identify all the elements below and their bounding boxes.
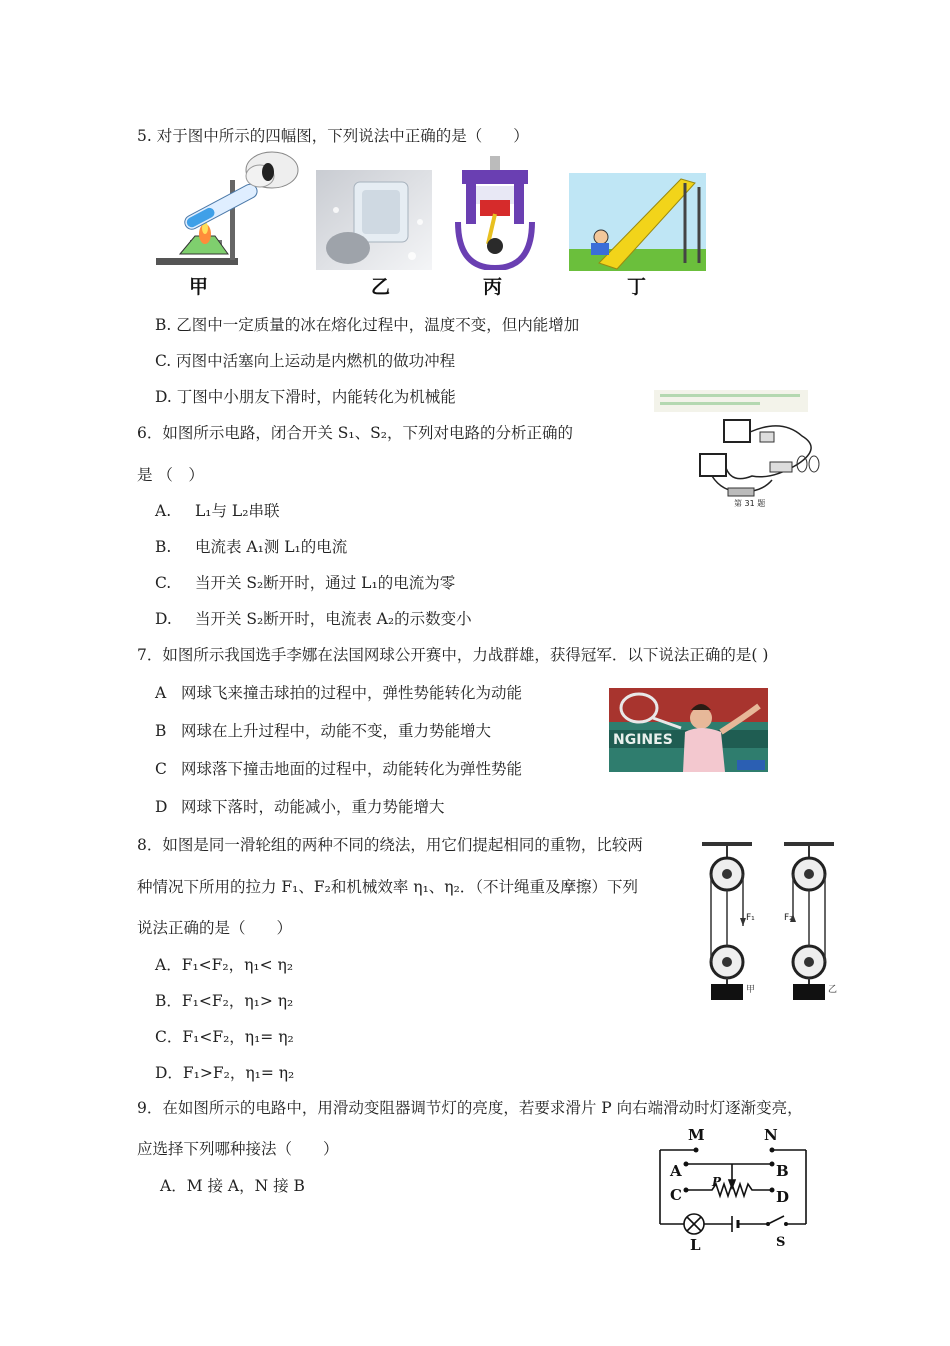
q8-label-yi: 乙	[828, 985, 838, 995]
q7-option-a-text: 网球飞来撞击球拍的过程中，弹性势能转化为动能	[181, 684, 523, 702]
q5-label-ding: 丁	[627, 276, 647, 298]
q7-option-d-label: D	[155, 798, 168, 816]
q9-label-a: A	[670, 1162, 682, 1180]
q8-option-b: B．F₁<F₂，η₁> η₂	[155, 992, 294, 1010]
q6-option-d-label: D.	[155, 610, 172, 628]
q9-circuit-diagram	[652, 1122, 820, 1254]
q8-stem-line3: 说法正确的是（ ）	[137, 919, 293, 937]
q6-option-a-text: L₁与 L₂串联	[195, 502, 280, 520]
q9-label-m: M	[688, 1126, 705, 1144]
q7-option-b-label: B	[155, 722, 167, 740]
q6-option-c	[155, 573, 455, 593]
q5-label-bing: 丙	[483, 276, 503, 298]
q9-label-l: L	[690, 1236, 701, 1254]
q9-label-c: C	[670, 1186, 682, 1204]
q5-option-c: C. 丙图中活塞向上运动是内燃机的做功冲程	[155, 352, 456, 370]
q8-pulley-figure	[700, 836, 842, 1002]
q8-label-jia: 甲	[746, 985, 756, 995]
q6-stem-line2: 是 （ ）	[137, 466, 204, 484]
q9-stem-line2: 应选择下列哪种接法（ ）	[137, 1140, 339, 1158]
q6-option-b	[155, 537, 347, 557]
q7-option-a-label: A	[155, 684, 167, 702]
q8-option-c: C．F₁<F₂，η₁= η₂	[155, 1028, 294, 1046]
q9-option-a: A．M 接 A，N 接 B	[160, 1177, 305, 1195]
q7-option-c-text: 网球落下撞击地面的过程中，动能转化为弹性势能	[181, 760, 523, 778]
q5-label-jia: 甲	[189, 276, 209, 298]
q6-option-d-text: 当开关 S₂断开时，电流表 A₂的示数变小	[195, 610, 472, 628]
q5-stem: 5. 对于图中所示的四幅图，下列说法中正确的是（ ）	[137, 127, 529, 145]
q7-option-a	[155, 683, 522, 703]
q9-label-n: N	[764, 1126, 778, 1144]
q5-figure-ding	[569, 173, 706, 271]
q8-label-f1: F₁	[746, 913, 755, 923]
q6-figure-caption: 第 31 题	[734, 499, 766, 508]
q8-stem-line1: 8．如图是同一滑轮组的两种不同的绕法，用它们提起相同的重物，比较两	[137, 836, 643, 854]
q8-label-f2: F₂	[784, 913, 793, 923]
q9-label-p: P	[712, 1175, 722, 1189]
q6-option-c-label: C.	[155, 574, 172, 592]
q5-option-b: B. 乙图中一定质量的冰在熔化过程中，温度不变，但内能增加	[155, 316, 580, 334]
q6-option-a	[155, 501, 279, 521]
q8-option-d: D．F₁>F₂，η₁= η₂	[155, 1064, 295, 1082]
q7-stem: 7．如图所示我国选手李娜在法国网球公开赛中，力战群雄，获得冠军．以下说法正确的是( )	[137, 646, 769, 664]
q7-option-d-text: 网球下落时，动能减小，重力势能增大	[181, 798, 445, 816]
q8-stem-line2: 种情况下所用的拉力 F₁、F₂和机械效率 η₁、η₂．（不计绳重及摩擦）下列	[137, 878, 639, 896]
q5-option-d: D. 丁图中小朋友下滑时，内能转化为机械能	[155, 388, 456, 406]
q7-tennis-photo	[609, 688, 768, 772]
q9-stem-line1: 9．在如图所示的电路中，用滑动变阻器调节灯的亮度，若要求滑片 P 向右端滑动时灯逐渐变亮，	[137, 1099, 803, 1117]
q5-label-yi: 乙	[371, 276, 391, 298]
q5-figure-yi	[316, 170, 432, 270]
q9-label-s: S	[776, 1235, 786, 1250]
q6-circuit-figure	[652, 388, 858, 518]
q9-label-d: D	[776, 1188, 790, 1206]
q6-option-b-label: B.	[155, 538, 172, 556]
q5-figure-bing	[452, 156, 538, 270]
q7-option-b	[155, 721, 491, 741]
q7-option-d	[155, 797, 445, 817]
q5-figure-jia	[150, 150, 302, 270]
q7-photo-text: NGINES	[613, 732, 673, 748]
q6-option-d	[155, 609, 472, 629]
q7-option-c-label: C	[155, 760, 167, 778]
q6-stem-line1: 6．如图所示电路，闭合开关 S₁、S₂，下列对电路的分析正确的	[137, 424, 573, 442]
q7-option-b-text: 网球在上升过程中，动能不变，重力势能增大	[181, 722, 492, 740]
q8-option-a: A．F₁<F₂，η₁< η₂	[155, 956, 294, 974]
q6-option-a-label: A.	[155, 502, 172, 520]
q6-option-c-text: 当开关 S₂断开时，通过 L₁的电流为零	[195, 574, 456, 592]
q6-option-b-text: 电流表 A₁测 L₁的电流	[195, 538, 348, 556]
q7-option-c	[155, 759, 522, 779]
q9-label-b: B	[776, 1162, 789, 1180]
